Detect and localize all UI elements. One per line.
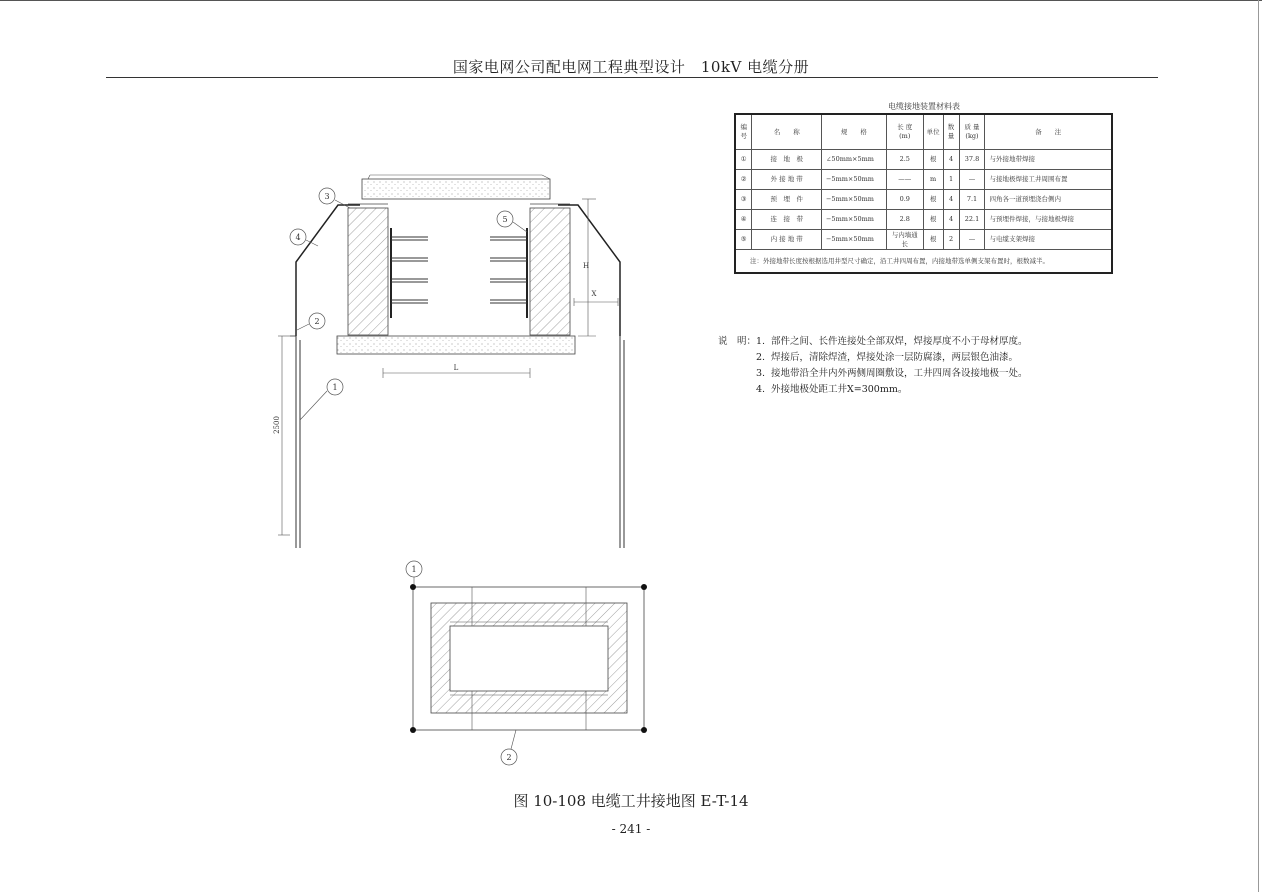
note-item-4: 4. 外接地极处距工井X=300mm。 [756,384,908,395]
header-remark: 备 注 [985,114,1112,150]
grounding-electrode-right [620,336,624,548]
left-wall [348,208,388,335]
section-view [273,175,624,548]
notes-label: 说 明： [718,336,757,347]
note-item-3: 3. 接地带沿全井内外两侧周圈敷设，工井四周各设接地极一处。 [756,368,1028,379]
callout-1 [300,379,343,420]
header-spec: 规 格 [821,114,886,150]
table-row: ① 接 地 极 ∠50mm×5mm 2.5 根 4 37.8 与外接地带焊接 [735,150,1112,170]
svg-text:1: 1 [332,383,338,392]
table-row: ⑤ 内 接 地 带 −5mm×50mm 与内墙通长 根 2 — 与电缆支架焊接 [735,230,1112,250]
header-weight: 质 量 (kg) [959,114,985,150]
figure-caption: 图 10-108 电缆工井接地图 E-T-14 [513,792,749,810]
table-note: 注：外接地带长度按根据选用井型尺寸确定，沿工井四周布置，内接地带选单侧支架布置时，根数减半。 [735,250,1112,274]
dim-2500: 2500 [273,416,281,434]
note-item-1: 说 明： 1. 部件之间、长件连接处全部双焊，焊接厚度不小于母材厚度。 [718,334,1028,350]
material-table [734,113,1113,274]
svg-text:3: 3 [324,192,330,201]
cover-slab [362,179,550,199]
header-qty: 数量 [943,114,959,150]
svg-text:4: 4 [295,233,301,242]
header-name: 名 称 [752,114,822,150]
callout-2 [297,313,325,330]
dim-h: H [582,262,590,270]
svg-text:1: 1 [411,565,417,574]
callout-5 [497,211,527,232]
plan-interior [450,626,608,691]
note-item-2: 2. 焊接后，清除焊渣，焊接处涂一层防腐漆，两层银色油漆。 [756,352,1019,363]
page-number: - 241 - [611,822,651,836]
header-no: 编号 [735,114,752,150]
base-slab [337,336,575,354]
svg-text:2: 2 [506,753,512,762]
material-table-title: 电缆接地装置材料表 [888,102,960,111]
page-header-title: 国家电网公司配电网工程典型设计 10kV 电缆分册 [452,58,810,76]
table-row: ③ 预 埋 件 −5mm×50mm 0.9 根 4 7.1 四角各一道预埋浇台侧内 [735,190,1112,210]
header-length: 长 度 (m) [886,114,923,150]
table-row: ④ 连 接 带 −5mm×50mm 2.8 根 4 22.1 与预埋件焊接，与接地极焊接 [735,210,1112,230]
design-notes [718,334,1028,398]
svg-text:2: 2 [314,317,320,326]
plan-view [406,561,647,765]
plan-callout-1 [406,561,422,585]
header-unit: 单位 [923,114,943,150]
svg-text:5: 5 [502,215,508,224]
dim-l: L [453,364,459,372]
dim-x: X [591,290,597,298]
table-header-row [735,114,1112,150]
right-wall [530,208,570,335]
grounding-electrode-left [296,336,300,548]
plan-callout-2 [501,730,517,765]
table-row: ② 外 接 地 带 −5mm×50mm —— m 1 — 与接地极焊接工井周围布置 [735,170,1112,190]
table-note-row [735,250,1112,274]
